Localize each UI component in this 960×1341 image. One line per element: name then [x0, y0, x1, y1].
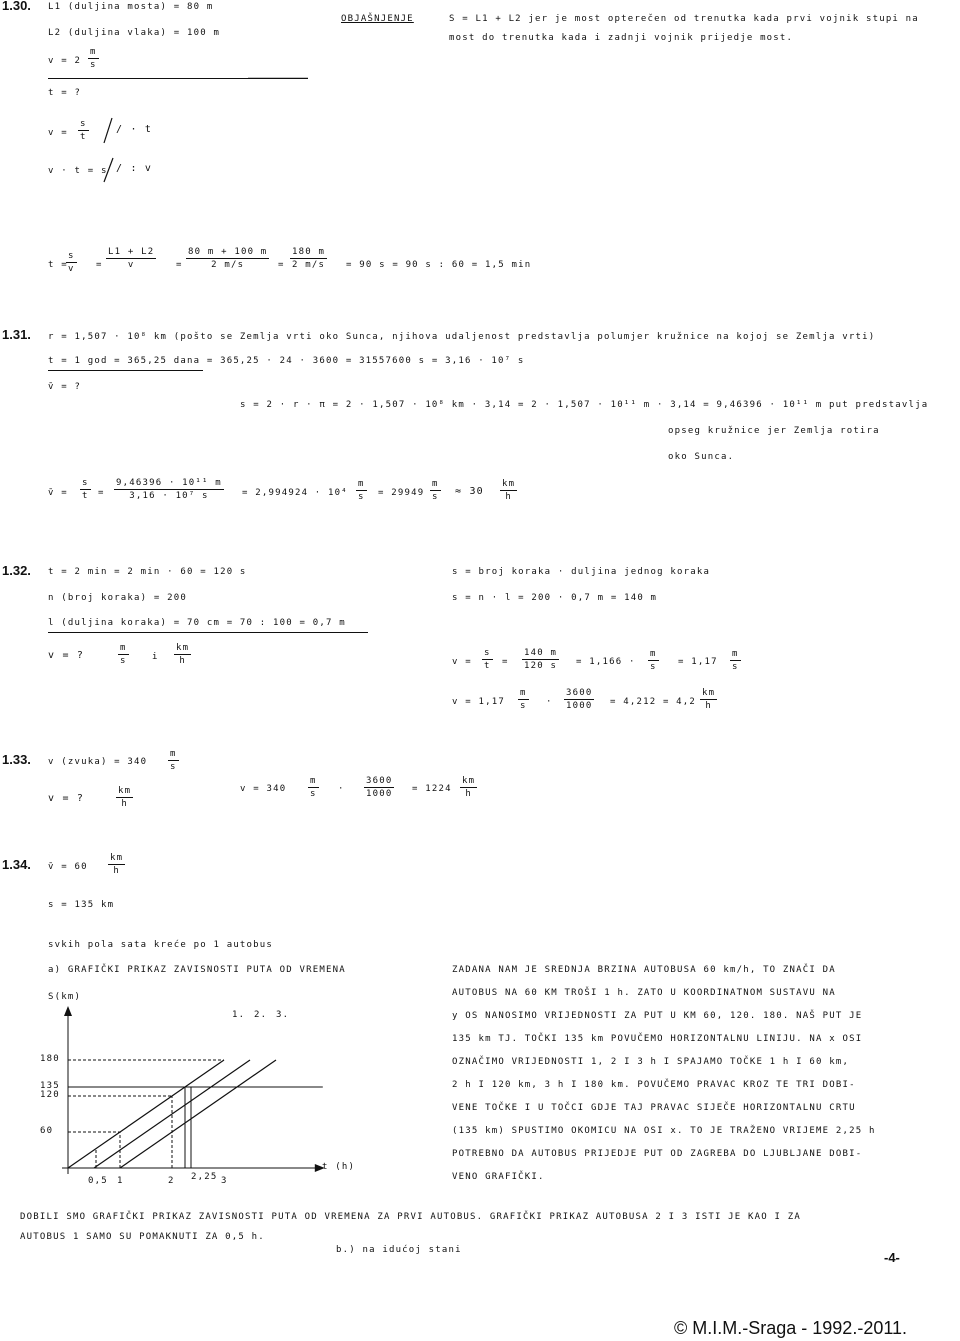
fraction: $\frac{s}{v}$	[68, 251, 75, 274]
speed-label: v̄ =	[48, 488, 68, 498]
path-calc: s = 2 · r · π = 2 · 1,507 · 10⁸ km · 3,14 = 2 · 1,507 · 10¹¹ m · 3,14 = 9,46396 · 10¹¹ m put predstavlja	[240, 400, 929, 410]
y-tick-label: 120	[40, 1090, 60, 1100]
conversion: v = 340	[240, 784, 287, 794]
problem-number-1-32: 1.32.	[2, 563, 31, 578]
calc-result: = 90 s = 90 s : 60 = 1,5 min	[346, 260, 532, 270]
fraction: $\frac{m}{s}$	[432, 479, 439, 502]
explanation-title: OBJAŠNJENJE	[341, 14, 414, 24]
path-calc: s = n · l = 200 · 0,7 m = 140 m	[452, 593, 658, 603]
series-label: 2.	[254, 1010, 268, 1020]
question: v = ?	[48, 793, 85, 804]
speed-result: = 2,994924 · 10⁴	[242, 488, 348, 498]
explanation-line: y OS NANOSIMO VRIJEDNOSTI ZA PUT U KM 60, 120. 180. NAŠ PUT JE	[452, 1011, 863, 1021]
fraction: $\frac{m}{s}$	[358, 479, 365, 502]
question: v̄ = ?	[48, 382, 82, 392]
given-time: t = 2 min = 2 min · 60 = 120 s	[48, 567, 247, 577]
given-speed: v̄ = 60	[48, 862, 88, 872]
fraction: $\frac{m}{s}$	[650, 649, 657, 672]
fraction: $\frac{3600}{1000}$	[366, 776, 393, 799]
fraction: $\frac{L1 + L2}{v}$	[108, 247, 155, 270]
question: v = ?	[48, 650, 85, 661]
explanation-line: 135 km TJ. TOČKI 135 km POVUČEMO HORIZONTALNU LINIJU. NA x OSI	[452, 1034, 863, 1044]
equals: =	[502, 657, 509, 667]
calc-label: t =	[48, 260, 68, 270]
x-tick-label: 0,5	[88, 1176, 108, 1186]
given-speed: v = 2	[48, 56, 82, 66]
path-note: opseg kružnice jer Zemlja rotira	[668, 426, 880, 436]
problem-number-1-31: 1.31.	[2, 327, 31, 342]
explanation-line-1: S = L1 + L2 jer je most opterečen od trenutka kada prvi vojnik stupi na	[449, 14, 919, 24]
y-tick-label: 180	[40, 1054, 60, 1064]
x-tick-label: 2,25	[191, 1172, 218, 1182]
given-train-length: L2 (duljina vlaka) = 100 m	[48, 28, 221, 38]
explanation-line: POTREBNO DA AUTOBUS PRIJEDJE PUT OD ZAGREBA DO LJUBLJANE DOBI-	[452, 1149, 863, 1159]
conversion: v = 1,17	[452, 697, 505, 707]
explanation-line: VENE TOČKE I U TOČCI GDJE TAJ PRAVAC SIJEČE HORIZONTALNU CRTU	[452, 1103, 856, 1113]
fraction: $\frac{m}{s}$	[170, 749, 177, 772]
fraction: $\frac{km}{h}$	[118, 786, 132, 809]
given-bridge-length: L1 (duljina mosta) = 80 m	[48, 2, 214, 12]
formula-rearranged: v · t = s	[48, 166, 108, 176]
multiply: ·	[546, 697, 553, 707]
equals: =	[96, 260, 103, 270]
fraction: $\frac{m}{s}$	[90, 47, 97, 70]
approx: ≈ 30	[455, 486, 484, 497]
fraction: $\frac{m}{s}$	[120, 643, 127, 666]
path-formula: s = broj koraka · duljina jednog koraka	[452, 567, 711, 577]
footer-copyright: © M.I.M.-Sraga - 1992.-2011.	[674, 1318, 908, 1338]
y-axis-label: S(km)	[48, 992, 82, 1002]
path-note: oko Sunca.	[668, 452, 735, 462]
fraction: $\frac{s}{t}$	[484, 648, 491, 671]
x-tick-label: 1	[117, 1176, 124, 1186]
fraction: $\frac{s}{t}$	[82, 478, 89, 501]
equals: =	[278, 260, 285, 270]
multiply: ·	[338, 784, 345, 794]
fraction: $\frac{180 m}{2 m/s}$	[292, 247, 326, 270]
series-label: 3.	[276, 1010, 290, 1020]
explanation-line: AUTOBUS NA 60 KM TROŠI 1 h. ZATO U KOORDINATNOM SUSTAVU NA	[452, 988, 836, 998]
fraction: $\frac{m}{s}$	[732, 649, 739, 672]
given-time: t = 1 god = 365,25 dana = 365,25 · 24 · 3600 = 31557600 s = 3,16 · 10⁷ s	[48, 356, 525, 366]
equals: =	[176, 260, 183, 270]
speed-result: = 29949	[378, 488, 425, 498]
explanation-line-2: most do trenutka kada i zadnji vojnik prijedje most.	[449, 33, 794, 43]
y-tick-label: 60	[40, 1126, 54, 1136]
section-a-title: a) GRAFIČKI PRIKAZ ZAVISNOSTI PUTA OD VREMENA	[48, 965, 346, 975]
x-tick-label: 3	[221, 1176, 228, 1186]
bus-frequency: svkih pola sata kreće po 1 autobus	[48, 940, 274, 950]
problem-number-1-33: 1.33.	[2, 752, 31, 767]
explanation-line: VENO GRAFIČKI.	[452, 1172, 545, 1182]
question: t = ?	[48, 88, 82, 98]
fraction: $\frac{km}{h}$	[176, 643, 190, 666]
explanation-line: OZNAČIMO VRIJEDNOSTI 1, 2 I 3 h I SPAJAMO TOČKE 1 h I 60 km,	[452, 1057, 850, 1067]
fraction: $\frac{\text{9,46396 · 10¹¹ m}}{\text{3,16 · 10⁷ s}}$	[116, 478, 222, 501]
explanation-line: (135 km) SPUSTIMO OKOMICU NA OSI x. TO JE TRAŽENO VRIJEME 2,25 h	[452, 1126, 876, 1136]
fraction: $\frac{m}{s}$	[520, 688, 527, 711]
conversion-result: = 1224	[412, 784, 452, 794]
given-radius: r = 1,507 · 10⁸ km (pošto se Zemlja vrti oko Sunca, njihova udaljenost predstavlja polumjer kružnice na kojoj se Zemlja vrti)	[48, 332, 876, 342]
y-tick-label: 135	[40, 1081, 60, 1091]
conclusion-line-2: AUTOBUS 1 SAMO SU POMAKNUTI ZA 0,5 h.	[20, 1232, 265, 1242]
speed-result: = 1,17	[678, 657, 718, 667]
explanation-line: ZADANA NAM JE SREDNJA BRZINA AUTOBUSA 60 km/h, TO ZNAČI DA	[452, 965, 836, 975]
fraction: $\frac{km}{h}$	[110, 853, 124, 876]
page-number: -4-	[884, 1250, 900, 1265]
equals: =	[98, 488, 105, 498]
conversion-result: = 4,212 = 4,2	[610, 697, 697, 707]
x-axis-label: t (h)	[322, 1162, 356, 1172]
slash-mark	[104, 118, 112, 143]
formula-label: v =	[48, 128, 68, 138]
fraction: $\frac{km}{h}$	[502, 479, 516, 502]
given-speed: v (zvuka) = 340	[48, 757, 148, 767]
given-steps: n (broj koraka) = 200	[48, 593, 187, 603]
problem-number-1-30: 1.30.	[2, 0, 31, 13]
fraction: $\frac{m}{s}$	[310, 776, 317, 799]
slash-mark	[104, 158, 113, 182]
conjunction: i	[152, 652, 159, 662]
problem-number-1-34: 1.34.	[2, 857, 31, 872]
fraction: $\frac{s}{t}$	[80, 119, 87, 142]
fraction: $\frac{3600}{1000}$	[566, 688, 593, 711]
fraction: $\frac{140 m}{120 s}$	[524, 648, 558, 671]
series-label: 1.	[232, 1010, 246, 1020]
fraction: $\frac{80 m + 100 m}{2 m/s}$	[188, 247, 268, 270]
next-page-note: b.) na idućoj stani	[336, 1245, 462, 1255]
speed-label: v =	[452, 657, 472, 667]
given-distance: s = 135 km	[48, 900, 115, 910]
x-tick-label: 2	[168, 1176, 175, 1186]
fraction: $\frac{km}{h}$	[702, 688, 716, 711]
formula-operation: / · t	[116, 124, 153, 135]
explanation-line: 2 h I 120 km, 3 h I 180 km. POVUČEMO PRAVAC KROZ TE TRI DOBI-	[452, 1080, 856, 1090]
fraction: $\frac{km}{h}$	[462, 776, 476, 799]
conclusion-line-1: DOBILI SMO GRAFIČKI PRIKAZ ZAVISNOSTI PUTA OD VREMENA ZA PRVI AUTOBUS. GRAFIČKI PRIKAZ AUTOBUSA 2 I 3 ISTI JE KAO I ZA	[20, 1212, 801, 1222]
formula-operation: / : v	[116, 163, 153, 174]
given-step-length: l (duljina koraka) = 70 cm = 70 : 100 = 0,7 m	[48, 618, 346, 628]
speed-result: = 1,166 ·	[576, 657, 636, 667]
